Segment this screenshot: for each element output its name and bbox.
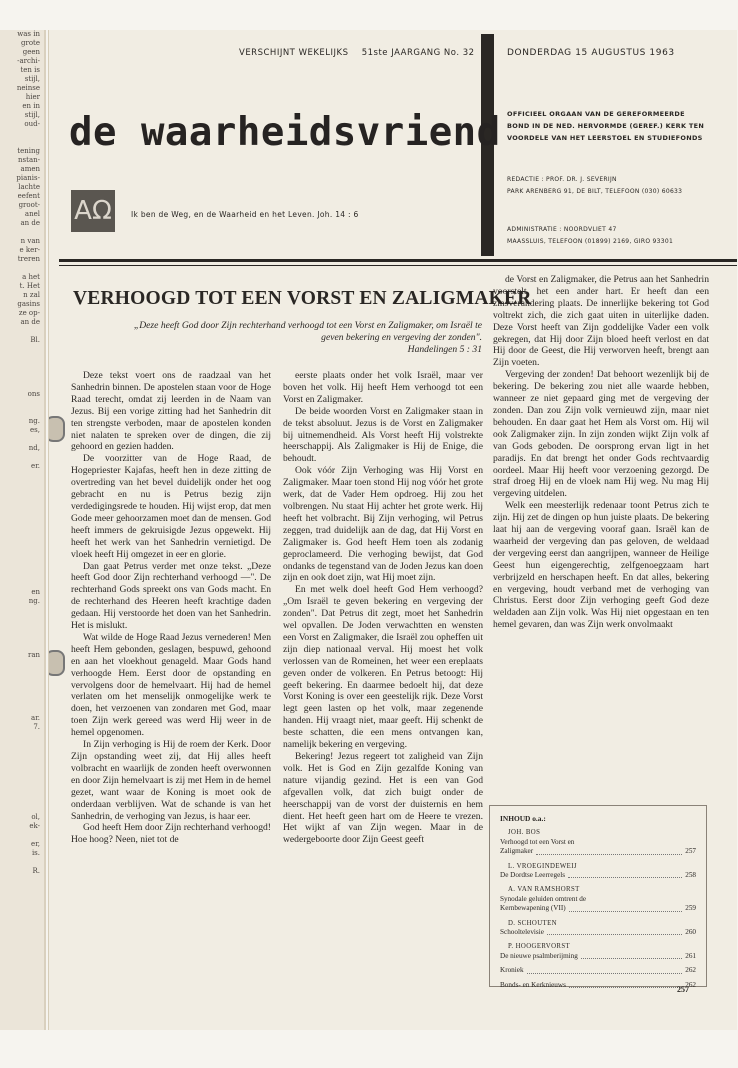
alpha-omega-logo: AΩ <box>71 190 115 232</box>
previous-page-fragment <box>0 732 44 741</box>
previous-page-fragment: er. <box>31 462 40 470</box>
toc-row <box>500 981 696 990</box>
previous-page-fragment <box>0 741 44 750</box>
article-column-3 <box>493 274 709 631</box>
previous-page-fragment: pianis- <box>16 174 40 182</box>
previous-page-fragment: nstan- <box>18 156 40 164</box>
previous-page-fragment <box>0 705 44 714</box>
previous-page-fragment: ng. <box>28 597 40 605</box>
masthead-issue-line <box>239 48 485 58</box>
toc-leader <box>527 973 683 974</box>
previous-page-fragment <box>0 669 44 678</box>
previous-page-fragment <box>0 660 44 669</box>
page-number: 257 <box>677 985 689 994</box>
toc-leader <box>536 854 682 855</box>
previous-page-fragment: en in <box>22 102 40 110</box>
issue-note: VERSCHIJNT WEKELIJKS <box>239 48 349 58</box>
previous-page-fragment <box>0 642 44 651</box>
toc-entry <box>500 862 696 881</box>
previous-page-fragment <box>0 498 44 507</box>
article-paragraph: De beide woorden Vorst en Zaligmaker staan in de tekst absoluut. Jezus is de Vorst en Zaligmaker bij uitnemendheid. Als Vorst heeft Hij volstrekte heerschappij. Als Zaligmaker is Hij de Enige, die behoudt. <box>283 405 483 465</box>
previous-page-fragment <box>0 570 44 579</box>
binder-clip-icon <box>48 650 65 676</box>
previous-page-fragment: n van <box>20 237 40 245</box>
toc-leader <box>581 958 682 959</box>
toc-title: INHOUD o.a.: <box>500 814 546 823</box>
newspaper-page <box>48 30 737 1030</box>
toc-entry-title: Schooltelevisie <box>500 928 544 937</box>
scripture-quote <box>127 320 482 356</box>
article-paragraph: eerste plaats onder het volk Israël, maar ver boven het volk. Hij heeft Hem verhoogd tot een Vorst en Zaligmaker. <box>283 370 483 405</box>
previous-page-fragment <box>0 804 44 813</box>
editorial-line: REDACTIE : PROF. DR. J. SEVERIJN <box>507 176 617 183</box>
article-paragraph: En met welk doel heeft God Hem verhoogd? „Om Israël te geven bekering en vergeving der zonden". Dat Petrus dit zegt, moet het Sanhedrin wel opvallen. De Joden verwachtten en wensten een Vorst en Zaligmaker, die Israël zou opheffen uit zijn diep nationaal verval. Hij moest het volk verlossen van de Romeinen, het weer een ereplaats geven onder de volkeren. En Petrus betoogt: Hij geeft bekering. En daarmee bedoelt hij, dat deze Vorst Koning is over een geestelijk rijk. Deze Vorst legt geen lasten op het volk, maar zegenende handen. Hij vraagt niet, maar geeft. Hij schenkt de beste schatten, die een mens ontvangen kan, namelijk bekering en vergeving. <box>283 584 483 751</box>
previous-page-fragment: treren <box>17 255 40 263</box>
table-of-contents <box>489 805 707 987</box>
previous-page-fragment <box>0 678 44 687</box>
previous-page-fragment <box>0 525 44 534</box>
toc-row <box>500 904 696 913</box>
previous-page-fragment <box>0 615 44 624</box>
toc-author: JOH. BOS <box>508 829 541 837</box>
toc-row <box>500 847 696 856</box>
previous-page-fragment: ol, <box>31 813 40 821</box>
toc-page: 261 <box>685 951 696 960</box>
previous-page-fragment <box>0 489 44 498</box>
previous-page-fragment: ten is <box>20 66 40 74</box>
previous-page-fragment: grote <box>21 39 40 47</box>
header-rule <box>59 259 737 262</box>
toc-page: 260 <box>685 928 696 937</box>
toc-entry-title: De nieuwe psalmberijming <box>500 951 578 960</box>
previous-page-fragment <box>0 399 44 408</box>
previous-page-fragment <box>0 345 44 354</box>
previous-page-fragment: ran <box>27 651 40 659</box>
previous-page-fragment <box>0 606 44 615</box>
header-rule-thin <box>59 265 737 266</box>
toc-leader <box>569 987 682 988</box>
toc-leader <box>547 934 682 935</box>
previous-page-fragment <box>0 327 44 336</box>
toc-row <box>500 966 696 975</box>
quote-reference: Handelingen 5 : 31 <box>407 344 482 355</box>
article-paragraph: de Vorst en Zaligmaker, die Petrus aan het Sanhedrin voorstelt, het een ander hart. Er heeft dan een zinsverandering plaats. De innerlijke bekering tot God voltrekt zich, die zich gaat uiten in uiterlijke daden. Deze Vorst heeft van Zijn goddelijke Vader een volk gekregen, dat Hij door Zijn bloed heeft verlost en dat Hij door de Geest, die Hij verworven heeft, brengt aan Zijn voeten. <box>493 274 709 369</box>
toc-entry-title: Zaligmaker <box>500 847 534 856</box>
volume-number: 51ste JAARGANG No. 32 <box>361 48 475 58</box>
previous-page-fragment: es, <box>30 426 40 434</box>
article-paragraph: Vergeving der zonden! Dat behoort wezenlijk bij de bekering. De bekering zou niet alle waarde hebben, wanneer ze niet gepaard ging met de vergeving der zonden. Dan zou Zijn volk vernieuwd zijn, maar niet behouden. En daar gaat het Hem als Vorst om. Hij wil ook Zaligmaker zijn. In zijn zonden wijkt Zijn volk af van Gods geboden. De oorsprong ervan ligt in het paradijs. En dat brengt het onder Gods rechtvaardig oordeel. Maar Hij heeft voor verzoening gezorgd. De straf droeg Hij en de vloek nam Hij weg. Nu mag Hij vergeving uitdelen. <box>493 369 709 500</box>
previous-page-fragment: er, <box>31 840 40 848</box>
previous-page-fragment: geen <box>22 48 40 56</box>
previous-page-fragment <box>0 435 44 444</box>
previous-page-fragment: ze op- <box>18 309 40 317</box>
toc-entry-title: De Dordtse Leerregels <box>500 871 566 880</box>
article-paragraph: Wat wilde de Hoge Raad Jezus vernederen! Men heeft Hem gebonden, geslagen, bespuwd, gehoond en aan het vloekhout genageld. Maar Gods hand verhoogde Hem. Eerst door de opstanding en vervolgens door de hemelvaart. Hij had de hemel verlaten om het menselijk onmogelijke werk te doen, het verzoenen van zondaren met God, maar toen Zijn werk gereed was werd Hij weer in de hemel opgenomen. <box>71 631 271 739</box>
previous-page-fragment <box>0 633 44 642</box>
article-paragraph: Ook vóór Zijn Verhoging was Hij Vorst en Zaligmaker. Maar toen stond Hij nog vóór het grote werk, dat de Vader Hem opdroeg. Hij zou het volbrengen. Nu staat Hij achter het grote werk. Hij heeft het volbracht. Bij Zijn verhoging, wil Petrus zeggen, trad duidelijk aan de dag, dat Hij Vorst en Zaligmaker is. God heeft Hem toen als zodanig geproclameerd. Die verhoging bewijst, dat God ondanks de tegenstand van de Joden Jezus kan doen zijn en ook doet zijn, wat Hij moet zijn. <box>283 465 483 584</box>
previous-page-fragment <box>0 507 44 516</box>
previous-page-fragment <box>0 381 44 390</box>
previous-page-fragment: gasins <box>17 300 40 308</box>
previous-page-fragment: eefent <box>17 192 40 200</box>
article-paragraph: De voorzitter van de Hoge Raad, de Hogepriester Kajafas, heeft hen in deze zitting de overtreding van het bevel duidelijk onder het oog gebracht en nu is Petrus bezig zijn verdedigingsrede te houden. Hij wijst erop, dat men Gode meer gehoorzamen moet dan de mensen. God heeft immers de gekruisigde Jezus opgewekt. Hij heeft het werk van het Sanhedrin vernietigd. De vloek heeft Hij omgezet in eer en glorie. <box>71 453 271 560</box>
previous-page-fragment: was in <box>17 30 40 38</box>
previous-page-fragment: stijl, <box>24 111 40 119</box>
toc-author: A. VAN RAMSHORST <box>508 886 580 894</box>
toc-entry <box>500 919 696 938</box>
previous-page-fragment <box>0 777 44 786</box>
toc-leader <box>568 877 682 878</box>
previous-page-fragment: R. <box>32 867 40 875</box>
previous-page-fragment <box>0 129 44 138</box>
previous-page-fragment: Bl. <box>30 336 40 344</box>
previous-page-fragment <box>0 453 44 462</box>
toc-author: P. HOOGERVORST <box>508 943 571 951</box>
previous-page-fragment <box>0 561 44 570</box>
article-paragraph: Welk een meesterlijk redenaar toont Petrus zich te zijn. Hij zet de dingen op hun juiste plaats. De bekering laat hij aan de vergeving vooraf gaan. Israël kan de waarheid der vergeving dan pas geloven, de weldaad der vergeving eerst dan aangrijpen, wanneer de Heilige Geest hun eigengerechtig, zelfgenoegzaam hart verbrijzeld en herschapen heeft. En dat alles, bekering en vergeving, houdt verband met de verhoging van Christus. Eerst door Zijn verhoging geeft God deze weldaden aan Zijn volk. Was Hij niet opgestaan en ten hemel gevaren, dan was Zijn werk onvolmaakt <box>493 500 709 631</box>
previous-page-fragment <box>0 534 44 543</box>
previous-page-fragment: e ker- <box>19 246 40 254</box>
previous-page-fragment <box>0 759 44 768</box>
previous-page-fragment: ar. <box>31 714 40 722</box>
previous-page-fragment: groot- <box>18 201 40 209</box>
previous-page-fragment: is. <box>31 849 40 857</box>
previous-page-fragment: hier <box>25 93 40 101</box>
article-column-2 <box>283 370 483 846</box>
article-column-1 <box>71 370 271 846</box>
previous-page-fragment: ek- <box>29 822 40 830</box>
official-line: VOORDELE VAN HET LEERSTOEL EN STUDIEFONDS <box>507 134 703 142</box>
previous-page-fragment: lachte <box>18 183 40 191</box>
toc-entry-title: Bonds- en Kerknieuws <box>500 980 566 989</box>
previous-page-fragment <box>0 138 44 147</box>
toc-page: 262 <box>685 980 696 989</box>
previous-page-fragment <box>0 687 44 696</box>
toc-page: 259 <box>685 904 696 913</box>
previous-page-fragment: en <box>31 588 40 596</box>
previous-page-fragment: amen <box>20 165 40 173</box>
toc-page: 262 <box>685 966 696 975</box>
previous-page-fragment: oud- <box>24 120 40 128</box>
article-paragraph: Dan gaat Petrus verder met onze tekst. „Deze heeft God door Zijn rechterhand verhoogd —". De rechterhand Gods spreekt ons van Gods macht. En de rechterhand des Heeren heeft krachtige daden gedaan. Hij verstoorde het doen van het Sanhedrin. Het is mislukt. <box>71 560 271 632</box>
previous-page-fragment: an de <box>20 219 40 227</box>
article-title: VERHOOGD TOT EEN VORST EN ZALIGMAKER <box>73 288 532 309</box>
previous-page-fragment: stijl, <box>24 75 40 83</box>
admin-line: ADMINISTRATIE : NOORDVLIET 47 <box>507 226 617 233</box>
toc-row <box>500 928 696 937</box>
toc-entry <box>500 828 696 856</box>
previous-page-fragment: anel <box>24 210 40 218</box>
previous-page-strip <box>0 30 46 1030</box>
toc-entry-title: Verhoogd tot een Vorst en <box>500 837 575 846</box>
toc-entry-title: Synodale geluiden omtrent de <box>500 894 587 903</box>
newspaper-title: de waarheidsvriend <box>69 110 501 155</box>
previous-page-fragment <box>0 408 44 417</box>
article-paragraph: In Zijn verhoging is Hij de roem der Kerk. Door Zijn opstanding weet zij, dat Hij alles heeft volbracht en waarlijk de zonden heeft overwonnen en door Zijn hemelvaart is zij met Hem in de hemel gezet, want waar de Koning is moet ook de onderdaan verblijven. Wat de schande is van het Sanhedrin, de verhoging van Jezus, is haar eer. <box>71 739 271 822</box>
previous-page-fragment <box>0 750 44 759</box>
previous-page-fragment: neinse <box>16 84 40 92</box>
official-line: BOND IN DE NED. HERVORMDE (GEREF.) KERK TEN <box>507 122 705 130</box>
previous-page-fragment: 7. <box>33 723 40 731</box>
motto: Ik ben de Weg, en de Waarheid en het Leven. Joh. 14 : 6 <box>131 210 359 219</box>
editorial-info <box>507 174 722 198</box>
previous-page-fragment: tening <box>17 147 40 155</box>
previous-page-fragment <box>0 228 44 237</box>
administration-info <box>507 224 722 248</box>
previous-page-fragment: -archi- <box>17 57 40 65</box>
previous-page-fragment <box>0 543 44 552</box>
previous-page-fragment <box>0 363 44 372</box>
article-paragraph: Deze tekst voert ons de raadzaal van het Sanhedrin binnen. De apostelen staan voor de Hoge Raad terecht, omdat zij leerden in de Naam van Jezus. Bij een vorige zitting had het Sanhedrin dit ten strengste verboden, maar de apostelen konden niet nalaten te spreken over de dingen, die zij gehoord en gezien hadden. <box>71 370 271 453</box>
previous-page-fragment <box>0 579 44 588</box>
toc-author: L. VROEGINDEWEIJ <box>508 862 577 870</box>
quote-text: „Deze heeft God door Zijn rechterhand verhoogd tot een Vorst en Zaligmaker, om Israël te geven bekering en vergeving der zonden". <box>133 320 482 343</box>
previous-page-fragment: ng. <box>28 417 40 425</box>
previous-page-fragment <box>0 264 44 273</box>
toc-entry-title: Kroniek <box>500 966 524 975</box>
previous-page-fragment: t. Het <box>19 282 40 290</box>
previous-page-fragment <box>0 795 44 804</box>
previous-page-fragment: ons <box>27 390 40 398</box>
previous-page-fragment <box>0 786 44 795</box>
previous-page-fragment <box>0 516 44 525</box>
toc-entry <box>500 942 696 961</box>
previous-page-fragment <box>0 354 44 363</box>
previous-page-fragment <box>0 480 44 489</box>
previous-page-fragment <box>0 372 44 381</box>
toc-author: D. SCHOUTEN <box>508 919 557 927</box>
previous-page-fragment <box>0 696 44 705</box>
previous-page-fragment: nd, <box>28 444 40 452</box>
official-line: OFFICIEEL ORGAAN VAN DE GEREFORMEERDE <box>507 110 685 118</box>
previous-page-fragment <box>0 624 44 633</box>
official-organ-text <box>507 108 717 144</box>
toc-row <box>500 871 696 880</box>
previous-page-fragment: an de <box>20 318 40 326</box>
previous-page-fragment <box>0 831 44 840</box>
issue-date: DONDERDAG 15 AUGUSTUS 1963 <box>507 48 675 58</box>
previous-page-fragment: n zal <box>23 291 40 299</box>
article-paragraph: God heeft Hem door Zijn rechterhand verhoogd! Hoe hoog? Neen, niet tot de <box>71 822 271 846</box>
toc-row <box>500 952 696 961</box>
toc-leader <box>569 911 683 912</box>
toc-page: 257 <box>685 847 696 856</box>
previous-page-fragment <box>0 858 44 867</box>
toc-entry-title: Kernbewapening (VII) <box>500 904 566 913</box>
admin-line: MAASSLUIS, TELEFOON (01899) 2169, GIRO 93301 <box>507 238 674 245</box>
previous-page-fragment <box>0 552 44 561</box>
previous-page-fragment <box>0 471 44 480</box>
previous-page-fragment <box>0 768 44 777</box>
editorial-line: PARK ARENBERG 91, DE BILT, TELEFOON (030) 60633 <box>507 188 683 195</box>
article-paragraph: Bekering! Jezus regeert tot zaligheid van Zijn volk. Het is God en Zijn gezalfde Koning van nature vijandig gezind. Het is een van God afgevallen volk, dat zich buigt onder de heerschappij van de vorst der duisternis en hem dient. Het heeft geen hart om de Heere te vrezen. Het wijkt af van Zijn wegen. Maar in de wedergeboorte door Zijn Geest geeft <box>283 751 483 846</box>
toc-page: 258 <box>685 871 696 880</box>
toc-entry <box>500 885 696 913</box>
binder-clip-icon <box>48 416 65 442</box>
previous-page-fragment: a het <box>22 273 40 281</box>
